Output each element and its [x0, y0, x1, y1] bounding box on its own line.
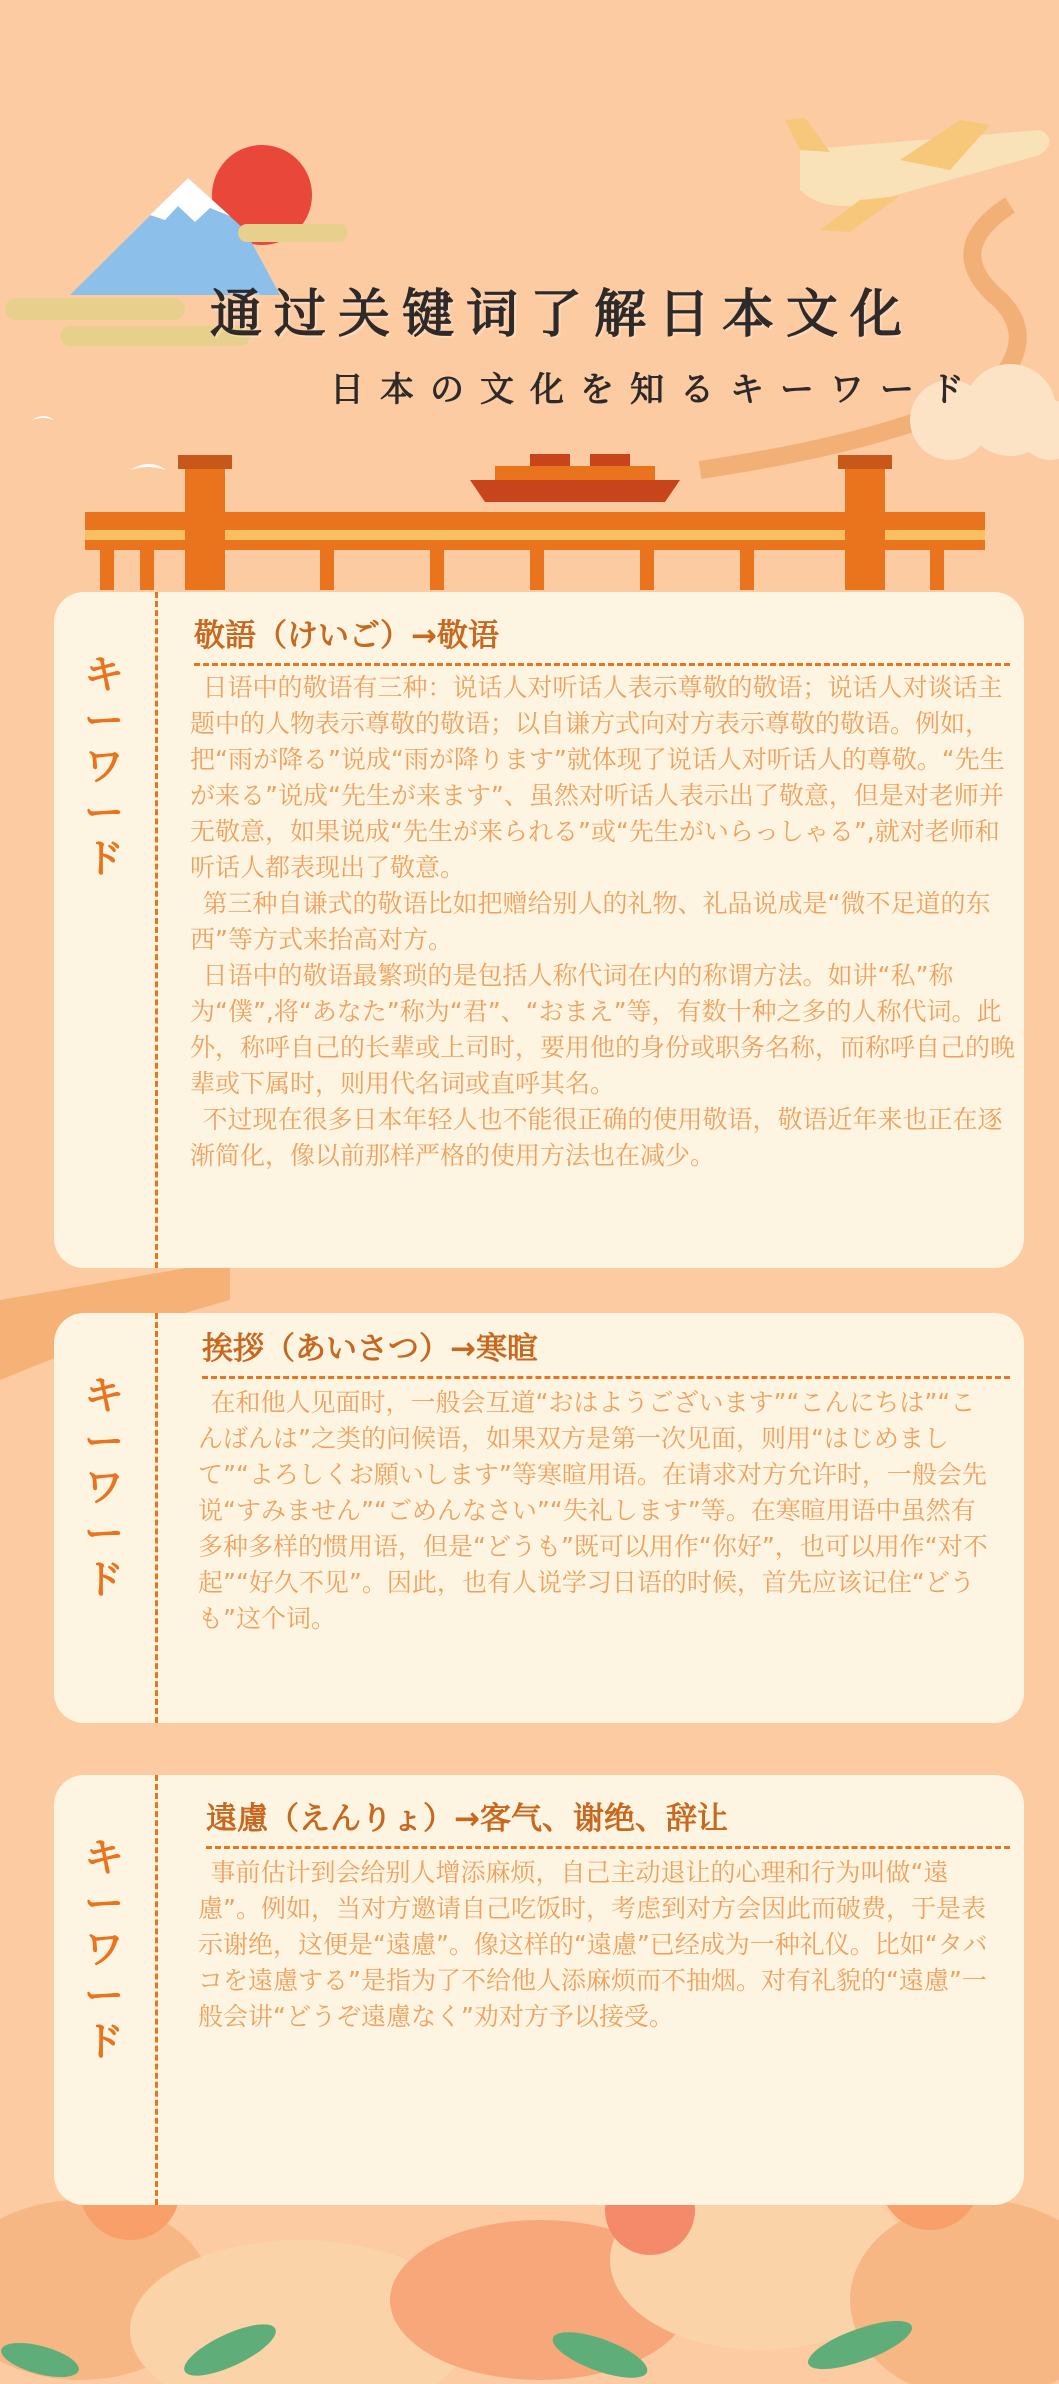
keyword-card-keigo: [54, 592, 1024, 1268]
card-heading: 遠慮（えんりょ）→客气、谢绝、辞让: [206, 1793, 1010, 1849]
card-paragraph: 日语中的敬语有三种：说话人对听话人表示尊敬的敬语；说话人对谈话主题中的人物表示尊敬的敬语；以自谦方式向对方表示尊敬的敬语。例如，把“雨が降る”说成“雨が降ります”就体现了说话人对听话人的尊敬。“先生が来る”说成“先生が来ます”、虽然对听话人表示出了敬意，但是对老师并无敬意，如果说成“先生が来られる”或“先生がいらっしゃる”,就对老师和听话人都表现出了敬意。: [190, 673, 1005, 882]
keyword-side-label: キ ー ワ ー ド: [84, 1835, 124, 2065]
ship-icon: [470, 454, 680, 502]
card-paragraph: 不过现在很多日本年轻人也不能很正确的使用敬语，敬语近年来也正在逐渐简化，像以前那样严格的使用方法也在减少。: [190, 1105, 1003, 1170]
card-divider: [155, 1313, 158, 1723]
card-divider: [155, 592, 158, 1268]
card-paragraph: 第三种自谦式的敬语比如把赠给别人的礼物、礼品说成是“微不足道的东西”等方式来抬高对方。: [190, 889, 991, 954]
page-title: 通过关键词了解日本文化: [210, 284, 915, 345]
card-body: [198, 1385, 998, 1637]
keyword-card-enryo: [54, 1775, 1024, 2205]
keyword-side-label: キ ー ワ ー ド: [84, 652, 124, 882]
keyword-card-aisatsu: [54, 1313, 1024, 1723]
card-paragraph: 日语中的敬语最繁琐的是包括人称代词在内的称谓方法。如讲“私”称为“僕”,将“あなた”称为“君”、“おまえ”等，有数十种之多的人称代词。此外，称呼自己的长辈或上司时，要用他的身份或职务名称，而称呼自己的晚辈或下属时，则用代名词或直呼其名。: [190, 961, 1016, 1098]
page-subtitle: 日本の文化を知るキーワード: [330, 370, 980, 410]
card-heading: 敬語（けいご）→敬语: [194, 610, 1010, 666]
card-heading: 挨拶（あいさつ）→寒暄: [202, 1323, 1010, 1379]
card-body: [190, 670, 1020, 1174]
card-paragraph: 在和他人见面时，一般会互道“おはようございます”“こんにちは”“こんばんは”之类的问候语，如果双方是第一次见面，则用“はじめまして”“よろしくお願いします”等寒暄用语。在请求对方允许时，一般会先说“すみません”“ごめんなさい”“失礼します”等。在寒暄用语中虽然有多种多样的惯用语，但是“どうも”既可以用作“你好”，也可以用作“对不起”“好久不见”。因此，也有人说学习日语的时候，首先应该记住“どうも”这个词。: [198, 1388, 988, 1633]
card-paragraph: 事前估计到会给别人增添麻烦，自己主动退让的心理和行为叫做“遠慮”。例如，当对方邀请自己吃饭时，考虑到对方会因此而破费，于是表示谢绝，这便是“遠慮”。像这样的“遠慮”已经成为一种礼仪。比如“タバコを遠慮する”是指为了不给他人添麻烦而不抽烟。对有礼貌的“遠慮”一般会讲“どうぞ遠慮なく”劝对方予以接受。: [198, 1858, 988, 2031]
keyword-side-label: キ ー ワ ー ド: [84, 1373, 124, 1603]
card-body: [198, 1855, 998, 2035]
card-divider: [155, 1775, 158, 2205]
